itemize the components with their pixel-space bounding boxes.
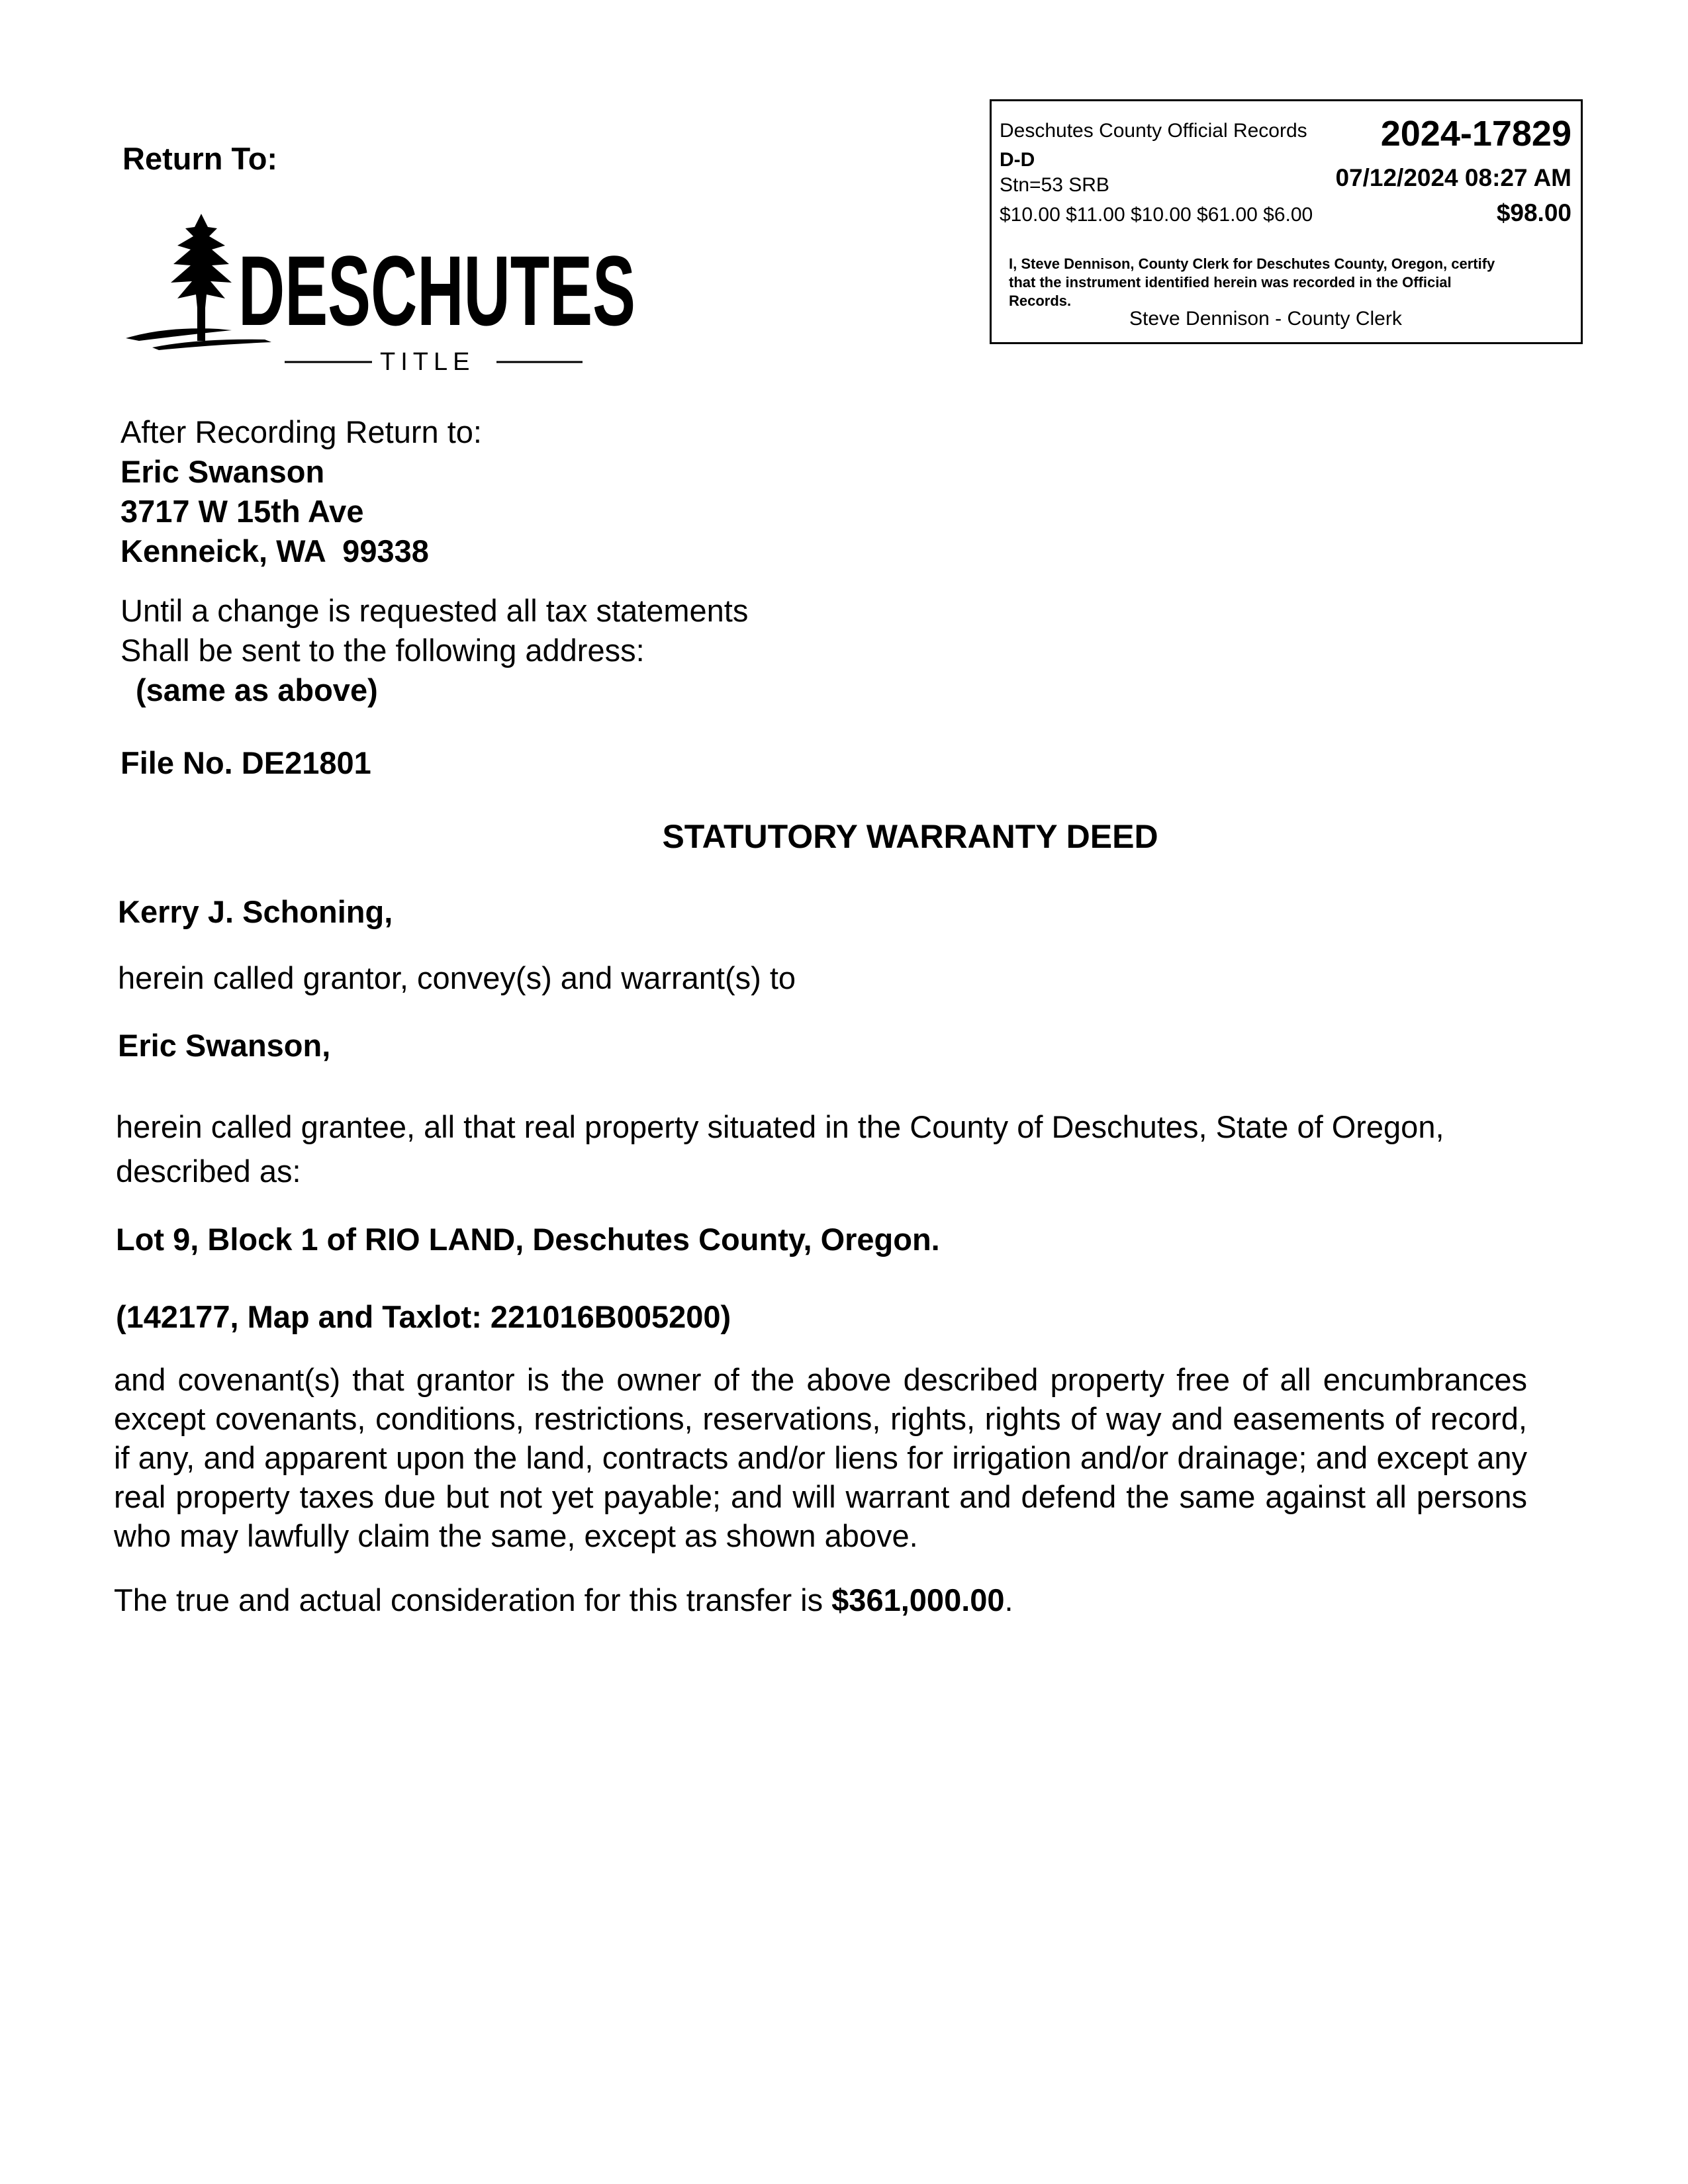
grantee-clause-line1: herein called grantee, all that real property situated in the County of Deschutes, State of Oregon,: [116, 1109, 1444, 1144]
return-name: Eric Swanson: [120, 454, 325, 489]
tax-statements-line2: Shall be sent to the following address:: [120, 633, 645, 668]
tax-statements-line1: Until a change is requested all tax statements: [120, 593, 749, 628]
grantor-name: Kerry J. Schoning,: [118, 894, 393, 929]
recording-datetime: 07/12/2024 08:27 AM: [1335, 164, 1571, 191]
recording-total: $98.00: [1496, 199, 1571, 226]
recording-office: Deschutes County Official Records: [1000, 120, 1307, 142]
recording-station: Stn=53 SRB: [1000, 174, 1109, 196]
deschutes-title-logo: [126, 208, 642, 374]
logo-wordmark: DESCHUTES: [238, 235, 635, 346]
document-title: STATUTORY WARRANTY DEED: [662, 818, 1158, 855]
grantee-clause-line2: described as:: [116, 1154, 301, 1189]
recording-doc-number: 2024-17829: [1380, 114, 1571, 154]
consideration-line: [114, 1582, 1013, 1618]
consideration-prefix: The true and actual consideration for this transfer is: [114, 1582, 832, 1617]
legal-description: Lot 9, Block 1 of RIO LAND, Deschutes County, Oregon.: [116, 1222, 940, 1257]
consideration-amount: $361,000.00: [831, 1582, 1005, 1617]
recording-doc-type: D-D: [1000, 149, 1035, 171]
taxlot: (142177, Map and Taxlot: 221016B005200): [116, 1299, 731, 1334]
consideration-suffix: .: [1004, 1582, 1013, 1617]
grantor-clause: herein called grantor, convey(s) and warrant(s) to: [118, 960, 796, 995]
after-recording-label: After Recording Return to:: [120, 414, 482, 449]
covenant-paragraph: and covenant(s) that grantor is the owner of the above described property free of all encumbrances except covenants, conditions, restrictions, reservations, rights, rights of way and easements of record, if any, and apparent upon the land, contracts and/or liens for irrigation and/or drainage; and except any real property taxes due but not yet payable; and will warrant and defend the same against all persons who may lawfully claim the same, except as shown above.: [114, 1362, 1527, 1553]
logo-subtitle: TITLE: [380, 348, 475, 376]
file-number: File No. DE21801: [120, 745, 371, 780]
recording-certification: I, Steve Dennison, County Clerk for Deschutes County, Oregon, certify that the instrument identified herein was recorded in the Official Records.: [1009, 255, 1495, 309]
grantee-name: Eric Swanson,: [118, 1028, 331, 1063]
tax-statements-address: (same as above): [136, 672, 378, 707]
tree-logo-icon: [126, 208, 642, 374]
recording-stamp: [990, 99, 1583, 344]
recording-fees: $10.00 $11.00 $10.00 $61.00 $6.00: [1000, 204, 1313, 226]
return-to-label: Return To:: [122, 141, 278, 176]
return-city: Kenneick, WA 99338: [120, 533, 429, 569]
return-street: 3717 W 15th Ave: [120, 494, 364, 529]
clerk-signature: Steve Dennison - County Clerk: [1129, 308, 1402, 330]
